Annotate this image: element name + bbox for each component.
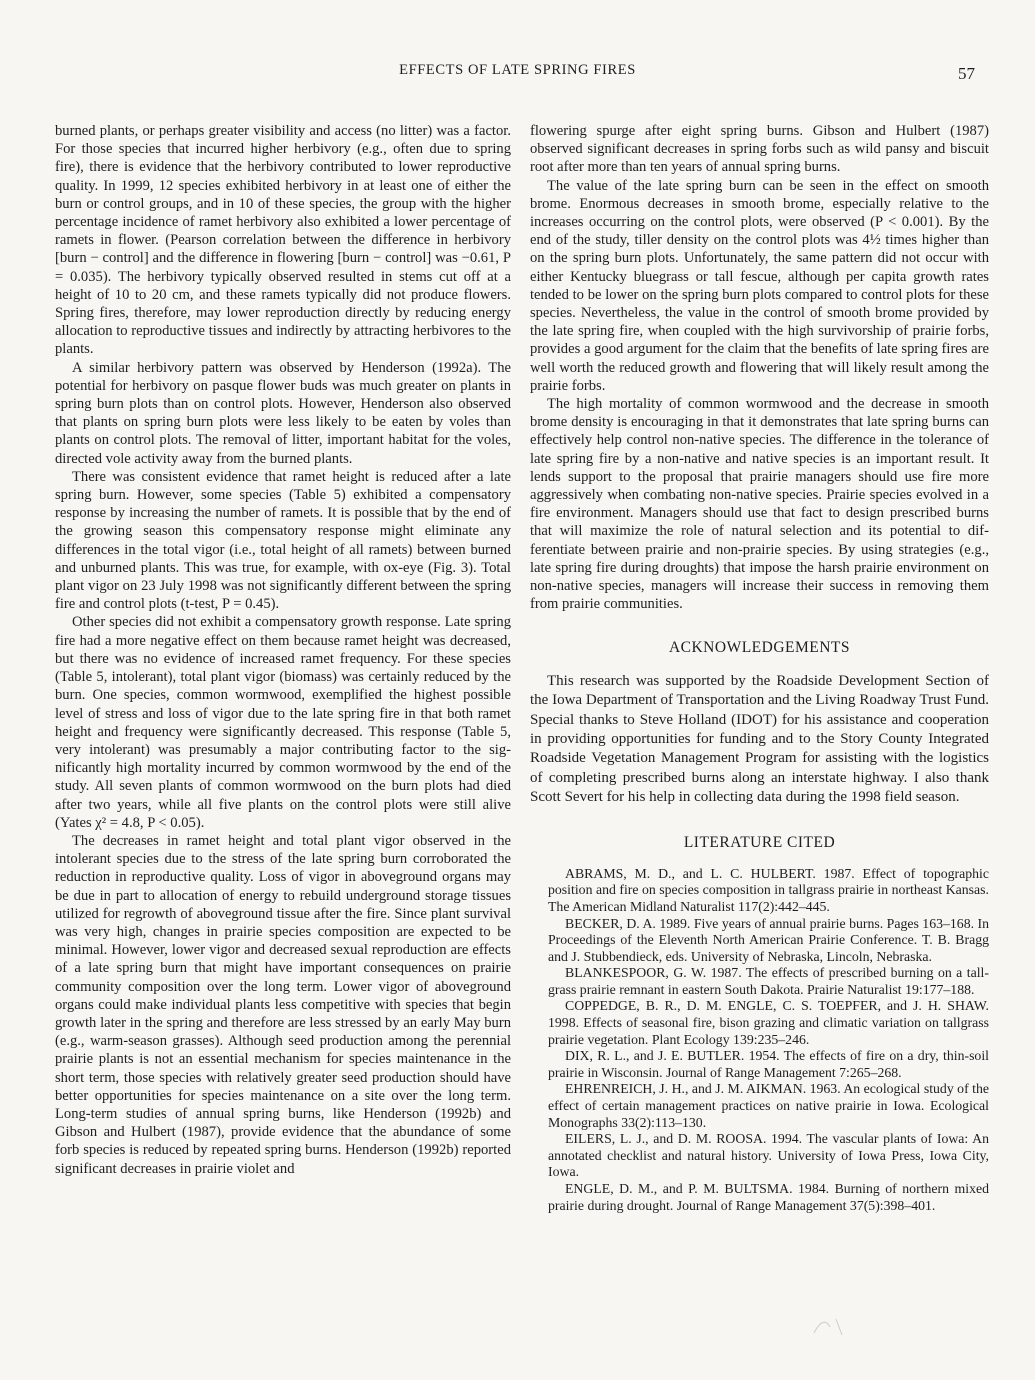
running-head: [60, 62, 975, 86]
body-paragraph: There was consistent evidence that ramet height is reduced after a late spring burn. However, some species (Table 5) exhibited a compensatory response by increasing the number of ramets. It is possible that by the end of the growing season this compensatory response might eliminate any differences in the total vigor (i.e., total height of all ramets) between burned and unburned plants. This was true, for example, with ox-eye (Fig. 3). Total plant vigor on 23 July 1998 was not significantly different between the spring fire and control plots (t-test, P = 0.45).: [55, 468, 511, 613]
acknowledgements-heading: ACKNOWLEDGEMENTS: [668, 639, 851, 657]
reference-entry: ABRAMS, M. D., and L. C. HULBERT. 1987. Effect of topographic position and fire on species composition in tallgrass prairie in northeast Kansas. The American Midland Naturalist 117(2):442–445.: [548, 865, 989, 914]
body-paragraph: The decreases in ramet height and total plant vigor observed in the intolerant species due to the stress of the late spring burn corroborated the reduction in reproductive quality. Loss of vigor in aboveground organs may be due in part to allocation of energy to rebuild underground storage tissues utilized for regrowth of aboveground tissue after the fire. Since plant survival was very high, changes in prairie species composition are expected to be minimal. However, lower vigor and decreased sexual reproduction are effects of a late spring burn that might have important consequences on prairie community composition over the long term. Lower vigor of aboveground organs could make individual plants less competitive with species that begin growth later in the spring and therefore are less stressed by an early May burn (e.g., warm-season grasses). Although seed production among the perennial prairie plants is not an essential mechanism for species maintenance in the short term, those species with relatively greater seed production should have better opportunities for species maintenance on a site over the long term. Long-term studies of annual spring burns, like Henderson (1992b) and Gibson and Hulbert (1987), provide evidence that the abundance of some forb species is reduced by repeated spring burns. Henderson (1992b) reported significant decreases in prairie violet and: [55, 832, 511, 1177]
left-column: [55, 122, 511, 1178]
body-paragraph: A similar herbivory pattern was observed by Henderson (1992a). The potential for herbivory on pasque flower buds was much greater on plants in spring burn plots than on control plots. However, Henderson also observed that plants on spring burn plots were less likely to be eaten by voles than plants on control plots. The removal of litter, important habitat for the voles, directed vole activity away from the burned plants.: [55, 359, 511, 467]
body-paragraph: The value of the late spring burn can be seen in the effect on smooth brome. Enormous decreases in smooth brome, especially relative to the increases occurring on the control plots, were observed (P < 0.001). By the end of the study, tiller density on the control plots was 4½ times higher than on the spring burn plots. Unfortunately, the same pattern did not occur with either Kentucky bluegrass or tall fescue, although per capita growth rates tended to be lower on the spring burn plots compared to control plots for these species. Nevertheless, the value in the control of smooth brome provided by the late spring fire, when coupled with the high survivorship of prairie forbs, provides a good argument for the claim that the benefits of late spring fires are well worth the reduced growth and flowering that will likely result among the prairie forbs.: [530, 177, 989, 394]
acknowledgements-section: [530, 672, 989, 808]
reference-entry: BECKER, D. A. 1989. Five years of annual prairie burns. Pages 163–168. In Proceedings of the Eleventh North American Prairie Conference. T. B. Bragg and J. Stubbendieck, eds. University of Nebraska, Lincoln, Nebraska.: [548, 915, 989, 964]
right-column: [530, 122, 989, 1214]
reference-list: [530, 866, 989, 1214]
reference-entry: COPPEDGE, B. R., D. M. ENGLE, C. S. TOEPFER, and J. H. SHAW. 1998. Effects of seasonal fire, bison grazing and climatic variation on tallgrass prairie vegetation. Plant Ecology 139:235–246.: [548, 998, 989, 1047]
body-paragraph: flowering spurge after eight spring burns. Gibson and Hulbert (1987) observed significant decreases in spring forbs such as wild pansy and biscuit root after more than ten years of annual spring burns.: [530, 123, 989, 176]
page-number: 57: [958, 64, 975, 83]
reference-entry: EILERS, L. J., and D. M. ROOSA. 1994. The vascular plants of Iowa: An annotated checklist and natural history. University of Iowa Press, Iowa City, Iowa.: [548, 1131, 989, 1180]
pencil-mark-icon: [812, 1315, 852, 1337]
reference-entry: BLANKESPOOR, G. W. 1987. The effects of prescribed burning on a tallgrass prairie remnant in eastern South Dakota. Prairie Naturalist 19:177–188.: [548, 965, 989, 997]
reference-entry: DIX, R. L., and J. E. BUTLER. 1954. The effects of fire on a dry, thin-soil prairie in Wisconsin. Journal of Range Management 7:265–268.: [548, 1048, 989, 1080]
body-paragraph: Other species did not exhibit a compensatory growth response. Late spring fire had a more negative effect on them because ramet height was decreased, but there was no evidence of increased ramet frequency. For these species (Table 5, intolerant), total plant vigor (biomass) was certainly reduced by the burn. One species, common wormwood, exemplified the highest possible level of stress and loss of vigor due to the late spring fire in that both ramet height and frequency were significantly decreased. This response (Table 5, very intolerant) was presumably a major contributing factor to the significantly high mortality incurred by common wormwood by the end of the study. All seven plants of common wormwood on the burn plots had died after two years, while all five plants on the control plots were still alive (Yates χ² = 4.8, P < 0.05).: [55, 614, 511, 831]
acknowledgements-text: This research was supported by the Roadside Development Section of the Iowa Department of Transportation and the Living Roadway Trust Fund. Special thanks to Steve Holland (IDOT) for his assistance and cooperation in providing opportunities for funding and to the Story County Integrated Roadside Vegetation Management Program for assisting with the logistics of completing prescribed burns along an interstate highway. I also thank Scott Severt for his help in collecting data during the 1998 field season.: [530, 672, 989, 806]
reference-entry: EHRENREICH, J. H., and J. M. AIKMAN. 1963. An ecological study of the effect of certain management practices on native prairie in Iowa. Ecological Monographs 33(2):113–130.: [548, 1081, 989, 1130]
running-title: EFFECTS OF LATE SPRING FIRES: [399, 62, 636, 78]
body-paragraph: burned plants, or perhaps greater visibility and access (no litter) was a factor. For those species that incurred higher herbivory (e.g., often due to spring fire), there is evidence that the herbivory contributed to lower reproductive quality. In 1999, 12 species exhibited herbivory in at least one of either the burn or control groups, and in 10 of these species, the group with the higher percentage incidence of ramet herbivory also exhibited a lower percentage of ramets in flower. (Pearson correlation between the difference in herbivory [burn − control] and the difference in flowering [burn − control] was −0.61, P = 0.035). The herbivory typically observed resulted in stems cut off at a height of 10 to 20 cm, and these ramets typically did not produce flowers. Spring fires, therefore, may lower reproduction directly by reducing energy allocation to reproductive tissues and indirectly by attracting herbivores to the plants.: [55, 123, 511, 358]
reference-entry: ENGLE, D. M., and P. M. BULTSMA. 1984. Burning of northern mixed prairie during drought. Journal of Range Management 37(5):398–401.: [548, 1181, 989, 1213]
literature-cited-heading: LITERATURE CITED: [683, 833, 836, 851]
body-paragraph: The high mortality of common wormwood and the decrease in smooth brome density is encouraging in that it demonstrates that late spring burns can effectively help control non-native species. The difference in the tolerance of late spring fire by a non-native and native species is an important result. It lends support to the proposal that prairie managers should use fire more aggressively when combating non-native species. Prairie species evolved in a fire environment. Managers should use that fact to design prescribed burns that will maximize the role of natural selection and its potential to differentiate between prairie and non-prairie species. By using strategies (e.g., late spring fire during droughts) that impose the harsh prairie environment on non-native species, managers will increase their success in removing them from prairie communities.: [530, 396, 989, 613]
